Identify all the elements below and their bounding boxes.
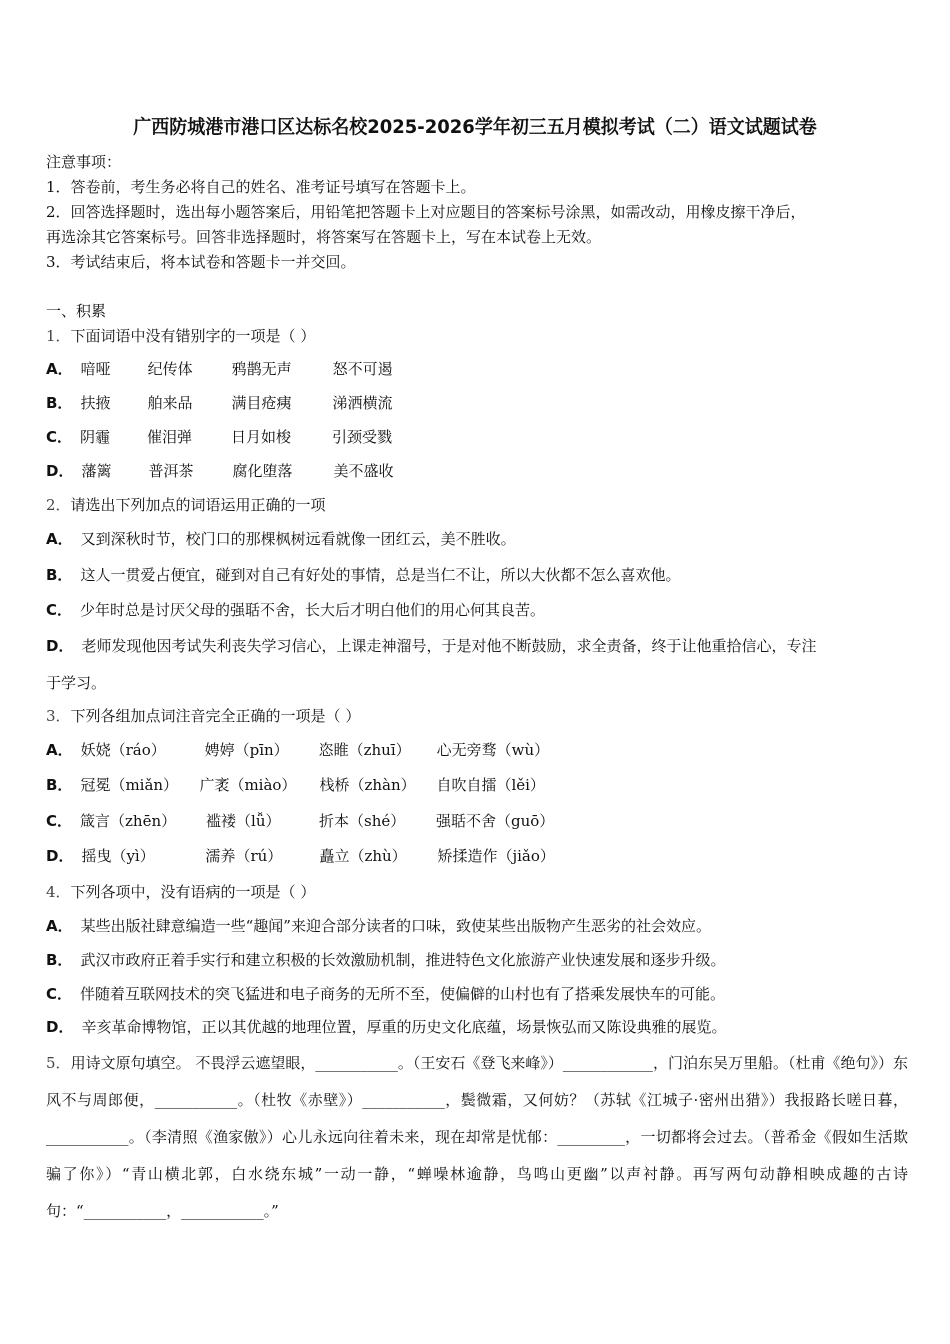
q4-option-c: [46, 984, 725, 1004]
option-word: 栈桥（zhàn）: [319, 776, 416, 794]
option-word: 箴言（zhēn）: [80, 812, 177, 830]
option-word: 涕洒横流: [332, 394, 393, 412]
option-continuation: 于学习。: [46, 674, 107, 692]
option-label: D．: [46, 1018, 74, 1036]
option-label: A．: [46, 360, 73, 378]
option-word: 心无旁骛（wù）: [436, 741, 550, 759]
q2-option-a: [46, 529, 516, 549]
option-word: 褴褛（lǚ）: [206, 812, 281, 830]
option-word: 喑哑: [80, 360, 111, 378]
option-word: 阴霾: [80, 428, 111, 446]
option-label: D．: [46, 462, 74, 480]
question-5: [46, 1045, 908, 1230]
question-stem: 下面词语中没有错别字的一项是（ ）: [70, 327, 316, 345]
question-number: 4．: [46, 883, 71, 901]
option-word: 普洱茶: [148, 462, 194, 480]
option-label: B．: [46, 566, 73, 584]
option-word: 矫揉造作（jiǎo）: [437, 847, 555, 865]
notice-item: 再选涂其它答案标号。回答非选择题时，将答案写在答题卡上，写在本试卷上无效。: [46, 228, 602, 246]
option-label: C．: [46, 985, 73, 1003]
q3-option-a: [46, 740, 549, 760]
option-label: B．: [46, 776, 73, 794]
question-1: [46, 326, 315, 346]
question-stem: 请选出下列加点的词语运用正确的一项: [70, 496, 326, 514]
option-word: 扶掖: [80, 394, 111, 412]
question-3: [46, 706, 360, 726]
option-label: C．: [46, 601, 73, 619]
option-text: 又到深秋时节，校门口的那棵枫树远看就像一团红云，美不胜收。: [80, 530, 516, 548]
option-text: 伴随着互联网技术的突飞猛进和电子商务的无所不至，使偏僻的山村也有了搭乘发展快车的可能。: [80, 985, 726, 1003]
question-2: [46, 495, 326, 515]
q4-option-d: [46, 1017, 726, 1037]
option-word: 矗立（zhù）: [319, 847, 407, 865]
q2-option-b: [46, 565, 680, 585]
option-word: 妖娆（ráo）: [80, 741, 166, 759]
option-word: 恣睢（zhuī）: [318, 741, 411, 759]
question-stem: 下列各组加点词注音完全正确的一项是（ ）: [70, 707, 361, 725]
question-stem: 下列各项中，没有语病的一项是（ ）: [70, 883, 316, 901]
option-word: 广袤（miào）: [199, 776, 297, 794]
section-heading: 一、积累: [46, 302, 107, 320]
option-word: 日月如梭: [231, 428, 292, 446]
option-text: 少年时总是讨厌父母的强聒不舍，长大后才明白他们的用心何其良苦。: [80, 601, 546, 619]
option-word: 腐化堕落: [232, 462, 293, 480]
option-label: A．: [46, 530, 73, 548]
option-word: 鸦鹊无声: [231, 360, 292, 378]
option-word: 催泪弹: [147, 428, 193, 446]
option-text: 某些出版社肆意编造一些“趣闻”来迎合部分读者的口味，致使某些出版物产生恶劣的社会效应。: [80, 917, 711, 935]
option-text: 老师发现他因考试失利丧失学习信心，上课走神溜号，于是对他不断鼓励，求全责备，终于让他重拾信心，专注: [81, 637, 817, 655]
q4-option-b: [46, 950, 725, 970]
notice-item: 2．回答选择题时，选出每小题答案后，用铅笔把答题卡上对应题目的答案标号涂黑，如需改动，用橡皮擦干净后，: [46, 203, 806, 221]
option-word: 美不盛收: [333, 462, 394, 480]
q4-option-a: [46, 916, 711, 936]
option-word: 舶来品: [147, 394, 193, 412]
option-label: C．: [46, 428, 73, 446]
option-text: 武汉市政府正着手实行和建立积极的长效激励机制，推进特色文化旅游产业快速发展和逐步升级。: [80, 951, 726, 969]
option-label: B．: [46, 951, 73, 969]
option-label: D．: [46, 637, 74, 655]
question-number: 5．: [46, 1054, 71, 1072]
option-word: 摇曳（yì）: [81, 847, 155, 865]
option-word: 藩篱: [81, 462, 112, 480]
question-number: 2．: [46, 496, 71, 514]
option-text: 辛亥革命博物馆，正以其优越的地理位置，厚重的历史文化底蕴，场景恢弘而又陈设典雅的展览。: [81, 1018, 727, 1036]
option-word: 自吹自擂（lěi）: [436, 776, 545, 794]
q1-option-b: [46, 393, 392, 413]
question-4: [46, 882, 315, 902]
option-label: B．: [46, 394, 73, 412]
option-word: 强聒不舍（guō）: [436, 812, 555, 830]
notice-item: 3．考试结束后，将本试卷和答题卡一并交回。: [46, 253, 356, 271]
q3-option-b: [46, 775, 545, 795]
q1-option-d: [46, 461, 393, 481]
option-word: 濡养（rú）: [205, 847, 283, 865]
q1-option-c: [46, 427, 392, 447]
option-label: C．: [46, 812, 73, 830]
option-word: 纪传体: [147, 360, 193, 378]
option-word: 冠冕（miǎn）: [80, 776, 179, 794]
option-word: 引颈受戮: [332, 428, 393, 446]
option-label: A．: [46, 917, 73, 935]
option-word: 娉婷（pīn）: [204, 741, 289, 759]
option-label: D．: [46, 847, 74, 865]
option-label: A．: [46, 741, 73, 759]
q3-option-c: [46, 811, 554, 831]
question-number: 3．: [46, 707, 71, 725]
q1-option-a: [46, 359, 393, 379]
q2-option-d: [46, 636, 816, 656]
question-text: 用诗文原句填空。 不畏浮云遮望眼，___________。（王安石《登飞来峰》）____________，门泊东吴万里船。（杜甫《绝句》）东风不与周郎便，___________。（杜牧《赤壁》）___________，鬓微霜，又何妨？（苏轼《江城子·密州出猎》）我报路长嗟日暮，___________。（李清照《渔家傲》）心儿永远向往着未来，现在却常是忧郁：_________，一切都将会过去。（普希金《假如生活欺骗了你》）“青山横北郭，白水绕东城”一动一静，“蝉噪林逾静，鸟鸣山更幽”以声衬静。再写两句动静相映成趣的古诗句：“___________，___________。”: [46, 1054, 909, 1220]
option-word: 折本（shé）: [319, 812, 406, 830]
notice-item: 1．答卷前，考生务必将自己的姓名、准考证号填写在答题卡上。: [46, 178, 476, 196]
page-title: 广西防城港市港口区达标名校2025-2026学年初三五月模拟考试（二）语文试题试卷: [133, 116, 817, 138]
q2-option-c: [46, 600, 545, 620]
option-text: 这人一贯爱占便宜，碰到对自己有好处的事情，总是当仁不让，所以大伙都不怎么喜欢他。: [80, 566, 681, 584]
question-number: 1．: [46, 327, 71, 345]
notice-heading: 注意事项：: [46, 153, 122, 171]
option-word: 怒不可遏: [332, 360, 393, 378]
q3-option-d: [46, 846, 555, 866]
option-word: 满目疮痍: [231, 394, 292, 412]
